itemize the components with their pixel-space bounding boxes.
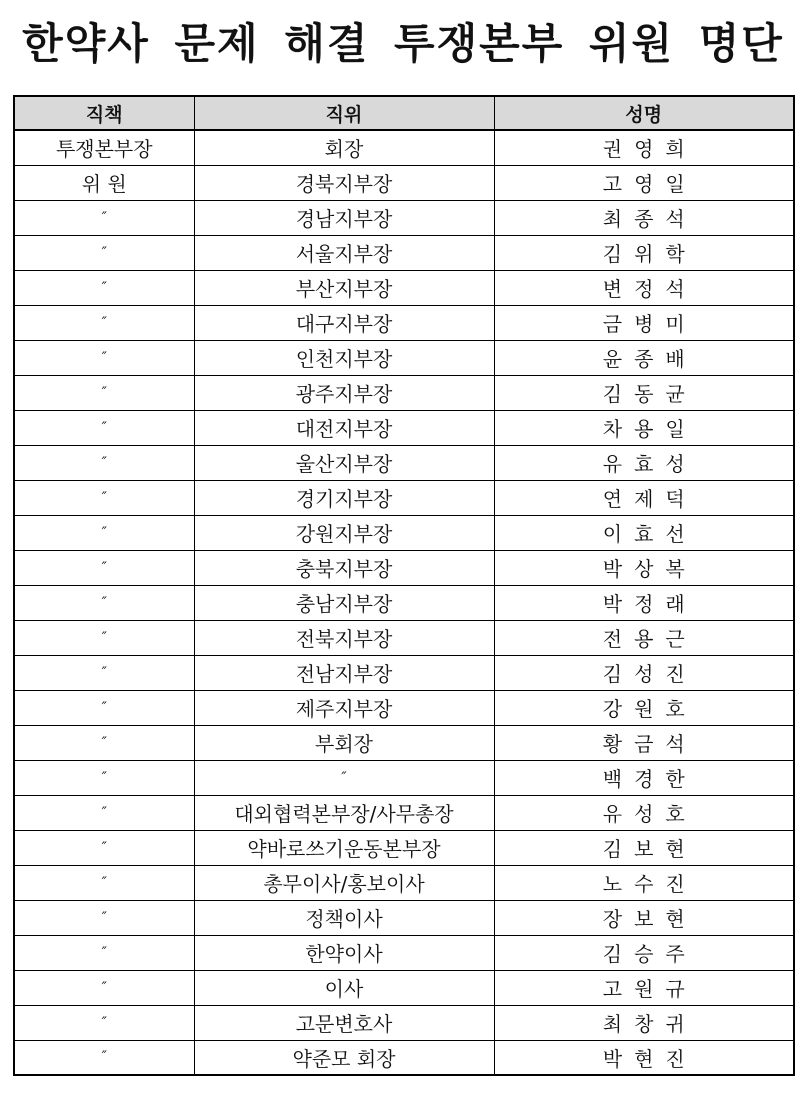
table-row xyxy=(14,235,794,270)
cell-duty: ″ xyxy=(14,865,194,900)
cell-name: 고원규 xyxy=(494,970,794,1005)
cell-position: 경남지부장 xyxy=(194,200,494,235)
cell-name: 강원호 xyxy=(494,690,794,725)
cell-duty: ″ xyxy=(14,620,194,655)
table-row xyxy=(14,900,794,935)
cell-name: 고영일 xyxy=(494,165,794,200)
cell-position: 경북지부장 xyxy=(194,165,494,200)
cell-position: 약바로쓰기운동본부장 xyxy=(194,830,494,865)
cell-position: 대전지부장 xyxy=(194,410,494,445)
table-row xyxy=(14,1040,794,1075)
cell-name: 박상복 xyxy=(494,550,794,585)
table-row xyxy=(14,550,794,585)
cell-duty: ″ xyxy=(14,235,194,270)
cell-name: 최종석 xyxy=(494,200,794,235)
cell-name: 김보현 xyxy=(494,830,794,865)
cell-position: 총무이사/홍보이사 xyxy=(194,865,494,900)
cell-position: 전북지부장 xyxy=(194,620,494,655)
table-row xyxy=(14,410,794,445)
table-row xyxy=(14,165,794,200)
cell-duty: ″ xyxy=(14,760,194,795)
cell-name: 윤종배 xyxy=(494,340,794,375)
cell-duty: ″ xyxy=(14,1005,194,1040)
table-row xyxy=(14,480,794,515)
cell-name: 김승주 xyxy=(494,935,794,970)
cell-duty: ″ xyxy=(14,935,194,970)
table-row xyxy=(14,760,794,795)
cell-position: 제주지부장 xyxy=(194,690,494,725)
cell-position: 부회장 xyxy=(194,725,494,760)
cell-name: 박정래 xyxy=(494,585,794,620)
table-row xyxy=(14,970,794,1005)
cell-position: 인천지부장 xyxy=(194,340,494,375)
cell-name: 박현진 xyxy=(494,1040,794,1075)
cell-position: 충북지부장 xyxy=(194,550,494,585)
table-row xyxy=(14,690,794,725)
header-duty: 직책 xyxy=(14,96,194,130)
table-header-row xyxy=(14,96,794,130)
cell-name: 백경한 xyxy=(494,760,794,795)
cell-position: 고문변호사 xyxy=(194,1005,494,1040)
cell-duty: ″ xyxy=(14,480,194,515)
table-row xyxy=(14,445,794,480)
cell-duty: 투쟁본부장 xyxy=(14,130,194,165)
table-row xyxy=(14,130,794,165)
cell-position: 울산지부장 xyxy=(194,445,494,480)
table-row xyxy=(14,725,794,760)
table-row xyxy=(14,305,794,340)
cell-name: 전용근 xyxy=(494,620,794,655)
cell-name: 유효성 xyxy=(494,445,794,480)
cell-name: 연제덕 xyxy=(494,480,794,515)
cell-position: 정책이사 xyxy=(194,900,494,935)
cell-position: 회장 xyxy=(194,130,494,165)
cell-name: 노수진 xyxy=(494,865,794,900)
cell-duty: ″ xyxy=(14,725,194,760)
cell-position: 이사 xyxy=(194,970,494,1005)
cell-duty: ″ xyxy=(14,830,194,865)
cell-duty: 위 원 xyxy=(14,165,194,200)
table-row xyxy=(14,655,794,690)
table-row xyxy=(14,340,794,375)
table-row xyxy=(14,585,794,620)
cell-position: 경기지부장 xyxy=(194,480,494,515)
table-row xyxy=(14,1005,794,1040)
table-row xyxy=(14,270,794,305)
table-row xyxy=(14,620,794,655)
cell-duty: ″ xyxy=(14,515,194,550)
cell-position: 약준모 회장 xyxy=(194,1040,494,1075)
cell-position: 서울지부장 xyxy=(194,235,494,270)
cell-position: 광주지부장 xyxy=(194,375,494,410)
cell-duty: ″ xyxy=(14,375,194,410)
cell-position: 부산지부장 xyxy=(194,270,494,305)
cell-name: 최창귀 xyxy=(494,1005,794,1040)
cell-name: 유성호 xyxy=(494,795,794,830)
cell-position: 대구지부장 xyxy=(194,305,494,340)
table-row xyxy=(14,200,794,235)
cell-duty: ″ xyxy=(14,1040,194,1075)
cell-name: 금병미 xyxy=(494,305,794,340)
cell-duty: ″ xyxy=(14,655,194,690)
cell-name: 변정석 xyxy=(494,270,794,305)
cell-name: 황금석 xyxy=(494,725,794,760)
cell-name: 이효선 xyxy=(494,515,794,550)
cell-name: 김위학 xyxy=(494,235,794,270)
cell-duty: ″ xyxy=(14,305,194,340)
cell-position: 한약이사 xyxy=(194,935,494,970)
table-row xyxy=(14,795,794,830)
cell-name: 김성진 xyxy=(494,655,794,690)
table-row xyxy=(14,830,794,865)
table-row xyxy=(14,375,794,410)
cell-name: 권영희 xyxy=(494,130,794,165)
cell-position: 대외협력본부장/사무총장 xyxy=(194,795,494,830)
cell-duty: ″ xyxy=(14,690,194,725)
header-name: 성명 xyxy=(494,96,794,130)
cell-duty: ″ xyxy=(14,585,194,620)
cell-duty: ″ xyxy=(14,445,194,480)
cell-position: ″ xyxy=(194,760,494,795)
cell-position: 충남지부장 xyxy=(194,585,494,620)
cell-duty: ″ xyxy=(14,900,194,935)
cell-duty: ″ xyxy=(14,270,194,305)
cell-name: 김동균 xyxy=(494,375,794,410)
cell-position: 전남지부장 xyxy=(194,655,494,690)
member-roster-table xyxy=(13,95,795,1076)
page-title: 한약사 문제 해결 투쟁본부 위원 명단 xyxy=(22,19,784,68)
table-row xyxy=(14,865,794,900)
cell-name: 차용일 xyxy=(494,410,794,445)
cell-duty: ″ xyxy=(14,200,194,235)
cell-duty: ″ xyxy=(14,550,194,585)
table-row xyxy=(14,515,794,550)
cell-duty: ″ xyxy=(14,970,194,1005)
table-body xyxy=(14,130,794,1075)
cell-duty: ″ xyxy=(14,795,194,830)
header-position: 직위 xyxy=(194,96,494,130)
table-row xyxy=(14,935,794,970)
cell-position: 강원지부장 xyxy=(194,515,494,550)
cell-duty: ″ xyxy=(14,340,194,375)
cell-duty: ″ xyxy=(14,410,194,445)
cell-name: 장보현 xyxy=(494,900,794,935)
